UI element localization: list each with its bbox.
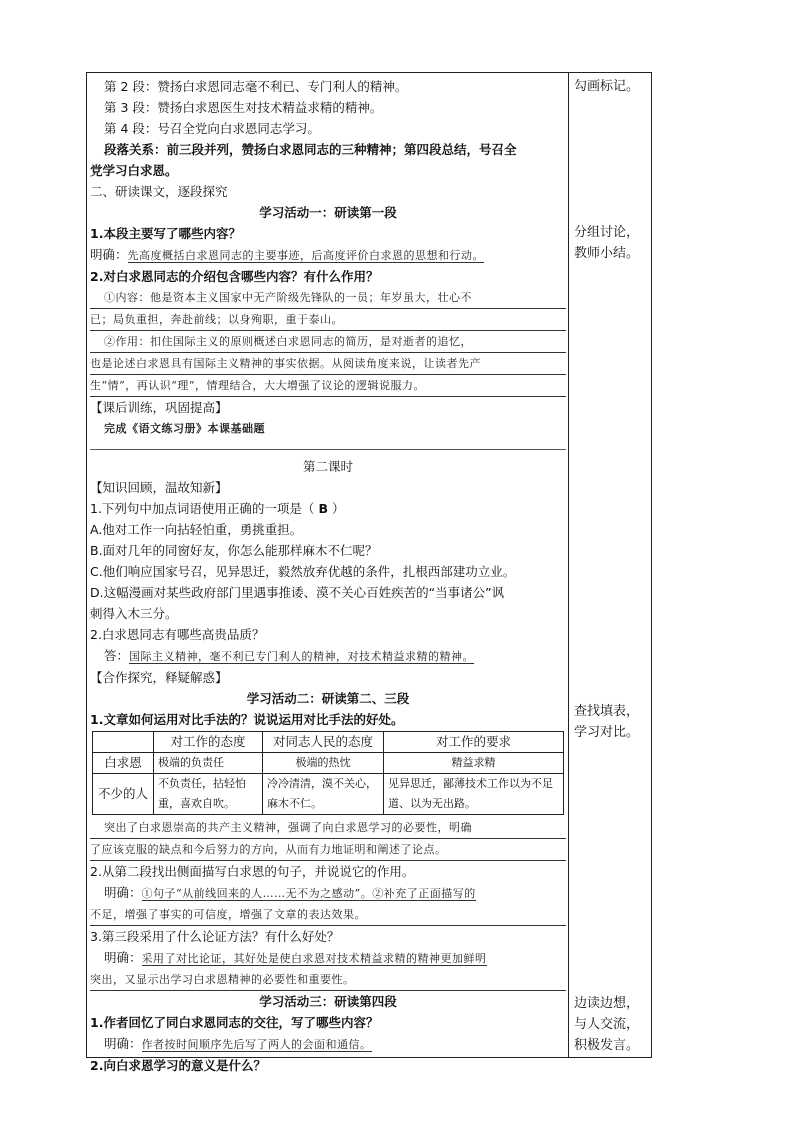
contrast-table (92, 731, 564, 815)
homework-task: 完成《语文练习册》本课基础题 (104, 422, 265, 435)
method-answer-text-1: 采用了对比论证，其好处是使白求恩对技术精益求精的精神更加鲜明 (141, 952, 487, 965)
side-description-question: 2.从第二段找出侧面描写白求恩的句子，并说说它的作用。 (90, 864, 415, 879)
answer-2-content-line-2: 已；局负重担，奔赴前线；以身殉职，重于泰山。 (90, 309, 566, 331)
homework-heading: 【课后训练，巩固提高】 (90, 400, 228, 415)
side-description-answer-line-1 (90, 882, 566, 904)
para-3-summary: 第 3 段：赞扬白求恩医生对技术精益求精的精神。 (104, 100, 383, 115)
side-note-mark (574, 76, 650, 97)
table-cell: 不负责任，拈轻怕重，喜欢自吹。 (154, 774, 263, 815)
table-cell: 极端的热忱 (263, 753, 384, 774)
table-cell: 见异思迁，鄙薄技术工作以为不足道、以为无出路。 (384, 774, 564, 815)
table-header-row (93, 732, 564, 753)
activity-2-heading: 学习活动二：研读第二、三段 (246, 691, 410, 706)
table-header-cell: 对工作的态度 (154, 732, 263, 753)
side-note-discussion (574, 222, 650, 264)
side-note-text: 积极发言。 (574, 1038, 640, 1053)
side-note-text: 分组讨论， (574, 225, 640, 240)
answer-label: 明确： (104, 1036, 142, 1051)
quality-answer-text: 国际主义精神，毫不利已专门利人的精神，对技术精益求精的精神。 (129, 650, 475, 663)
answer-2-content-line-1: ①内容：他是资本主义国家中无产阶级先锋队的一员；年岁虽大，壮心不 (90, 287, 566, 309)
side-note-table (574, 701, 650, 743)
side-note-text: 勾画标记。 (574, 79, 640, 94)
side-description-answer-line-2: 不足，增强了事实的可信度，增强了文章的表达效果。 (90, 904, 566, 926)
para-4-summary: 第 4 段：号召全党向白求恩同志学习。 (104, 121, 320, 136)
main-content (90, 76, 566, 1076)
table-cell: 精益求精 (384, 753, 564, 774)
table-row (93, 774, 564, 815)
quality-answer (90, 645, 566, 667)
side-note-text: 学习对比。 (574, 725, 640, 740)
activity-1-heading: 学习活动一：研读第一段 (259, 205, 397, 220)
recall-answer (90, 1033, 566, 1055)
side-note-text: 与人交流， (574, 1017, 640, 1032)
contrast-answer-line-2: 了应该克服的缺点和今后努力的方向，从而有力地证明和阐述了论点。 (90, 839, 566, 861)
answer-1-text: 先高度概括白求恩同志的主要事迹，后高度评价白求恩的思想和行动。 (127, 249, 485, 262)
mc-question-text: 1.下列句中加点词语使用正确的一项是（ (90, 501, 315, 516)
table-row-header: 不少的人 (93, 774, 154, 815)
quality-question: 2.白求恩同志有哪些高贵品质？ (90, 627, 265, 642)
table-header-cell: 对工作的要求 (384, 732, 564, 753)
answer-label: 答： (104, 648, 130, 663)
recall-answer-text: 作者按时间顺序先后写了两人的会面和通信。 (141, 1038, 372, 1051)
mc-answer: B (318, 501, 328, 516)
lesson-2-title: 第二课时 (302, 459, 353, 474)
mc-question (90, 498, 566, 519)
side-answer-text-1: ①句子“从前线回来的人……无不为之感动”。②补充了正面描写的 (141, 887, 476, 900)
section-heading-2: 二、研读课文，逐段探究 (90, 184, 228, 199)
contrast-answer-line-1: 突出了白求恩崇高的共产主义精神，强调了向白求恩学习的必要性，明确 (90, 817, 566, 839)
table-header-cell (93, 732, 154, 753)
side-note-text: 边读边想， (574, 996, 640, 1011)
question-2: 2.对白求恩同志的介绍包含哪些内容？有什么作用？ (90, 269, 379, 284)
option-b: B.面对几年的同窗好友，你怎么能那样麻木不仁呢？ (90, 543, 378, 558)
paragraph-relation-line-2: 党学习白求恩。 (90, 163, 178, 178)
recall-question: 1.作者回忆了同白求恩同志的交往，写了哪些内容？ (90, 1015, 379, 1030)
option-d-line-1: D.这幅漫画对某些政府部门里遇事推诿、漠不关心百姓疾苦的“当事诸公”讽 (90, 585, 505, 600)
answer-label: 明确： (90, 247, 128, 262)
method-question: 3.第三段采用了什么论证方法？有什么好处？ (90, 929, 340, 944)
table-row (93, 753, 564, 774)
table-row-header: 白求恩 (93, 753, 154, 774)
answer-2-effect-line-3: 生“情”，再认识“理”，情理结合，大大增强了议论的逻辑说服力。 (90, 375, 566, 397)
side-note-text: 教师小结。 (574, 246, 640, 261)
paragraph-relation-line-1: 段落关系：前三段并列，赞扬白求恩同志的三种精神；第四段总结，号召全 (104, 142, 517, 157)
answer-label: 明确： (104, 950, 142, 965)
contrast-question: 1.文章如何运用对比手法的？说说运用对比手法的好处。 (90, 712, 404, 727)
side-note-exchange (574, 993, 650, 1056)
para-2-summary: 第 2 段：赞扬白求恩同志毫不利已、专门利人的精神。 (104, 79, 408, 94)
table-cell: 冷冷清清，漠不关心，麻木不仁。 (263, 774, 384, 815)
review-heading: 【知识回顾，温故知新】 (90, 480, 228, 495)
cooperation-heading: 【合作探究，释疑解惑】 (90, 670, 228, 685)
activity-3-heading: 学习活动三：研读第四段 (259, 994, 397, 1009)
column-divider (568, 72, 569, 1058)
method-answer-line-2: 突出，又显示出学习白求恩精神的必要性和重要性。 (90, 969, 566, 991)
answer-1 (90, 244, 566, 266)
meaning-question: 2.向白求恩学习的意义是什么？ (90, 1058, 266, 1073)
method-answer-line-1 (90, 947, 566, 969)
option-c: C.他们响应国家号召，见异思迁，毅然放弃优越的条件，扎根西部建功立业。 (90, 564, 516, 579)
answer-2-effect-line-2: 也是论述白求恩具有国际主义精神的事实依据。从阅读角度来说，让读者先产 (90, 353, 566, 375)
answer-2-effect-line-1: ②作用：扣住国际主义的原则概述白求恩同志的简历，是对逝者的追忆， (90, 331, 566, 353)
option-a: A.他对工作一向拈轻怕重，勇挑重担。 (90, 522, 303, 537)
lesson-separator (90, 449, 566, 450)
table-header-cell: 对同志人民的态度 (263, 732, 384, 753)
table-cell: 极端的负责任 (154, 753, 263, 774)
side-note-text: 查找填表， (574, 704, 640, 719)
option-d-line-2: 刺得入木三分。 (90, 606, 178, 621)
question-1: 1.本段主要写了哪些内容？ (90, 226, 241, 241)
mc-question-close: ） (331, 501, 345, 516)
answer-label: 明确： (104, 885, 142, 900)
